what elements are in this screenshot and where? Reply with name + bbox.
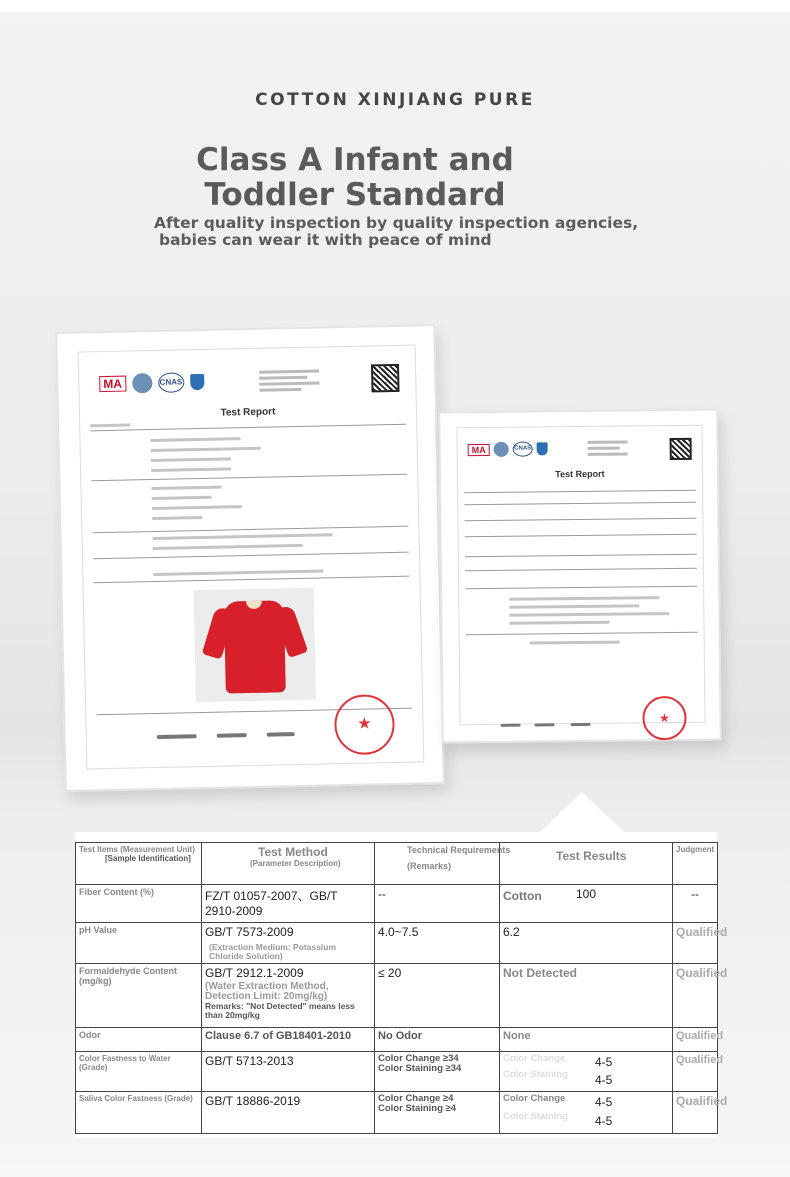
row-judgment: Qualified [676,1054,724,1066]
header-judgment-label: Judgment [676,845,715,854]
doc-text-line [152,516,202,520]
doc-text-line [153,533,333,540]
row-item: Odor [79,1030,101,1040]
signature [571,723,591,726]
certificate-title: Test Report [220,406,276,419]
table-row [76,964,718,1028]
cnas-logo-icon: CNAS [513,441,533,456]
row-method: GB/T 2912.1-2009 [205,966,304,980]
doc-rule [91,474,407,482]
header-items [76,843,202,885]
doc-text-line [151,457,231,462]
title-line-1: Class A Infant and [196,142,514,178]
row-method: Clause 6.7 of GB18401-2010 [205,1030,352,1042]
certificate-logos [468,441,548,457]
row-method: GB/T 7573-2009 [205,925,294,939]
qr-code-icon [670,438,692,460]
certificate-title: Test Report [555,468,605,480]
row-result: 6.2 [503,925,520,939]
test-results-panel [75,832,728,1138]
page-subtitle [154,215,674,249]
row-method-note: (Extraction Medium: Potassium Chloride Solution) [209,942,337,961]
doc-rule [93,576,409,584]
doc-rule [465,534,697,537]
certificate-paper [78,344,425,769]
row-judgment: Qualified [676,1030,724,1042]
doc-text-line [151,486,221,490]
signature [267,732,295,737]
subtitle-line-2: babies can wear it with peace of mind [159,231,492,249]
header-requirements-label: Technical Requirements [407,845,511,855]
row-result: None [503,1030,531,1042]
doc-text-line [153,569,323,576]
row-result-value: 100 [576,887,597,901]
doc-text-line [509,596,659,601]
row-val-staining: 4-5 [595,1114,613,1128]
cnas-logo-icon: CNAS [158,372,184,393]
header-method-sub: (Parameter Description) [250,859,341,868]
row-item: pH Value [79,925,118,935]
row-res-staining: Color Staining [503,1111,568,1122]
page-title [160,143,550,213]
row-req-change: Color Change ≥4 [378,1093,454,1104]
row-result-label: Cotton [503,889,542,903]
row-requirement: No Odor [378,1030,422,1042]
ilac-logo-icon [132,373,152,393]
row-item: Saliva Color Fastness (Grade) [79,1094,193,1103]
header-items-sub: [Sample Identification] [105,854,191,863]
doc-rule [465,586,697,589]
row-res-change: Color Change [503,1093,566,1104]
row-judgment: -- [691,887,699,901]
certificate-paper [456,425,705,726]
doc-rule [92,526,408,534]
row-result: Not Detected [503,966,578,980]
header-judgment [673,843,718,885]
product-photo [194,588,316,702]
certificate-logos [99,372,204,394]
header-requirements [375,843,511,885]
callout-pointer [540,792,624,832]
shield-icon [190,374,204,390]
bottom-band [0,1165,790,1177]
doc-text-line [150,437,240,442]
shield-icon [537,442,548,455]
doc-rule [90,424,406,432]
doc-text-line [530,641,620,645]
doc-rule [464,502,696,505]
row-res-change: Color Change [503,1053,566,1064]
test-results-table [75,842,728,1134]
row-req-staining: Color Staining ≥4 [378,1103,457,1114]
cma-logo-icon: MA [99,376,126,393]
certificate-frame-left [55,324,445,792]
table-row [76,1028,718,1052]
header-requirements-sub: (Remarks) [407,861,452,871]
lab-info-lines [259,370,319,395]
row-res-staining: Color Staining [503,1069,568,1080]
doc-rule [464,490,696,493]
official-seal-icon: ★ [642,696,686,740]
doc-text-line [509,621,609,625]
header-method [202,843,375,885]
signature [157,734,197,739]
doc-rule [465,568,697,571]
header-method-label: Test Method [258,845,328,859]
row-item: Fiber Content (%) [79,887,154,897]
row-judgment: Qualified [676,925,728,939]
title-line-2: Toddler Standard [204,177,506,213]
row-method-note: (Water Extraction Method, Detection Limit: 20mg/kg) [205,981,329,1002]
cma-logo-icon: MA [468,443,490,455]
row-req-change: Color Change ≥34 [378,1053,459,1064]
row-requirement: 4.0~7.5 [378,925,419,939]
official-seal-icon: ★ [334,694,395,755]
row-val-change: 4-5 [595,1095,613,1109]
doc-rule [465,554,697,557]
table-row [76,1092,718,1134]
doc-text-line [152,496,212,500]
doc-text-line [509,604,639,608]
row-judgment: Qualified [676,1094,728,1108]
header-results-label: Test Results [556,849,627,863]
header-results [500,843,673,885]
doc-text-line [509,612,669,617]
doc-text-line [153,544,303,550]
row-item: Color Fastness to Water (Grade) [79,1054,171,1072]
row-item: Formaldehyde Content (mg/kg) [79,966,178,986]
signature [217,733,247,738]
top-band [0,0,790,12]
doc-rule [464,518,696,521]
row-req-staining: Color Staining ≥34 [378,1063,462,1074]
table-row [76,1052,718,1092]
header-items-label: Test Items (Measurement Unit) [79,845,195,854]
table-row [76,923,718,964]
row-remarks: Remarks: "Not Detected" means less than 20mg/kg [205,1001,355,1020]
doc-text-line [152,505,242,510]
ilac-logo-icon [494,442,509,457]
row-val-staining: 4-5 [595,1073,613,1087]
table-header-row [76,843,718,885]
row-method: FZ/T 01057-2007、GB/T 2910-2009 [205,889,338,918]
row-requirement: -- [378,887,386,901]
row-judgment: Qualified [676,966,728,980]
qr-code-icon [371,364,400,393]
doc-text-line [151,467,231,472]
signature [535,723,555,726]
lab-info-lines [588,440,628,458]
row-requirement: ≤ 20 [378,966,402,980]
brand-heading: COTTON XINJIANG PURE [255,90,535,110]
table-row [76,885,718,923]
doc-rule [93,552,409,560]
certificate-frame-right [438,409,721,744]
doc-rule [466,632,698,635]
row-val-change: 4-5 [595,1055,613,1069]
signature [501,724,521,727]
row-method: GB/T 5713-2013 [205,1054,294,1068]
row-method: GB/T 18886-2019 [205,1094,301,1108]
doc-text-line [90,423,130,427]
doc-text-line [151,447,261,452]
subtitle-line-1: After quality inspection by quality inspection agencies, [154,214,639,232]
